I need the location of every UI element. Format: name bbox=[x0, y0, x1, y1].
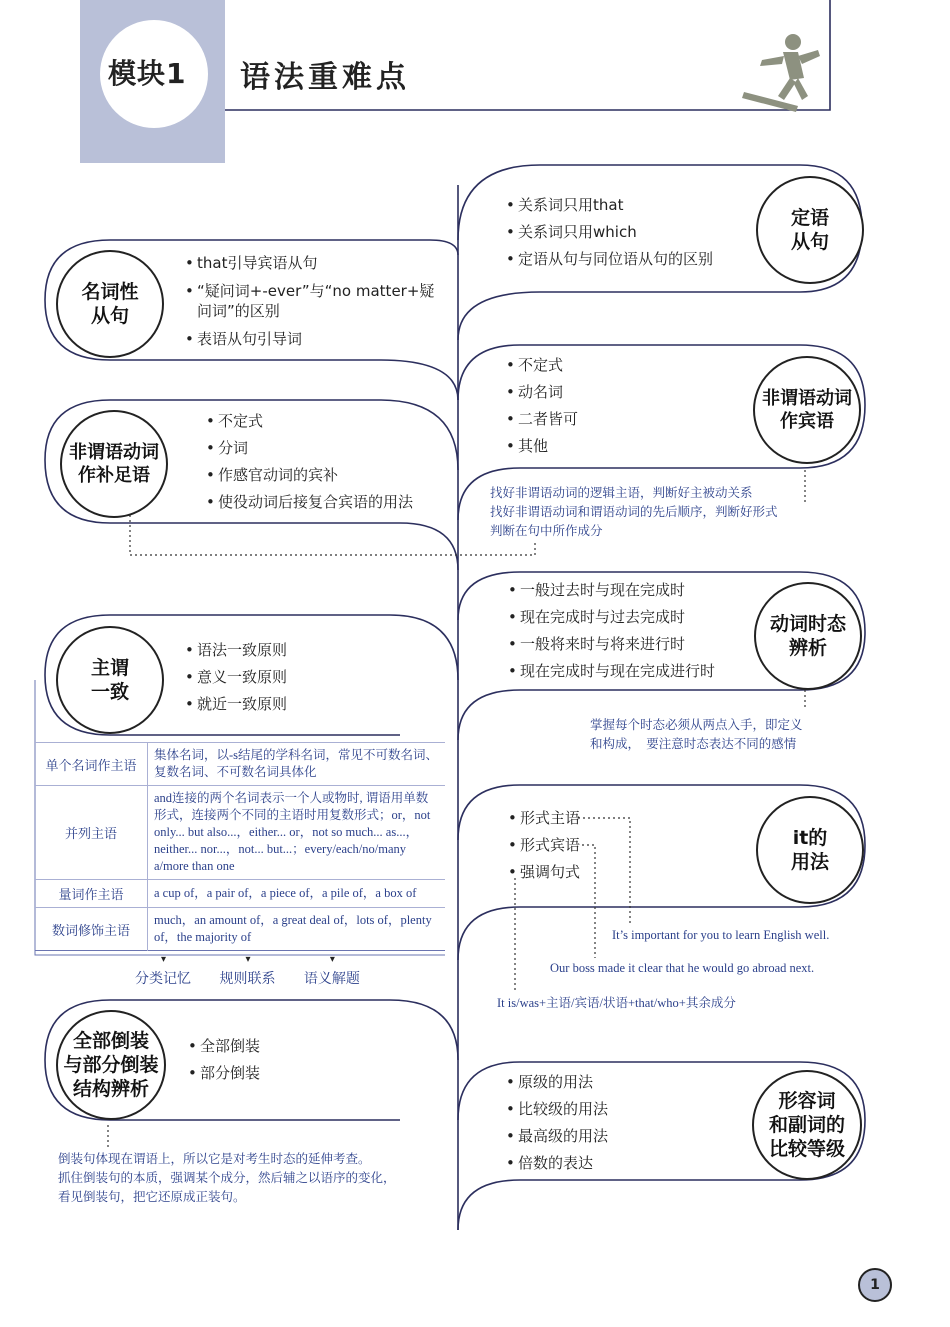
table-key: 并列主语 bbox=[35, 786, 148, 880]
topic-inversion bbox=[56, 1010, 166, 1120]
topic-name-line: 主谓 bbox=[90, 657, 129, 679]
comparison-list bbox=[506, 1069, 608, 1177]
table-value: and连接的两个名词表示一个人或物时, 谓语用单数形式，连接两个不同的主语时用复数形式；or，not only... but also...，either... or，not so much... as...，neither... nor...，not... but...；every/each/no/many a/more than one bbox=[148, 786, 446, 880]
agreement-table bbox=[35, 742, 445, 951]
list-item: • 形式宾语 bbox=[508, 832, 580, 859]
topic-name-line: 一致 bbox=[90, 681, 129, 703]
list-item: • 关系词只用which bbox=[506, 219, 713, 246]
topic-name-line: 作补足语 bbox=[78, 465, 150, 486]
page-title: 语法重难点 bbox=[240, 60, 410, 95]
nominal-list bbox=[185, 250, 445, 353]
topic-name-line: 比较等级 bbox=[768, 1138, 845, 1160]
topic-subject-verb-agreement bbox=[56, 626, 164, 734]
table-value: much，an amount of，a great deal of，lots of，plenty of，the majority of bbox=[148, 908, 446, 951]
note-line: 找好非谓语动词和谓语动词的先后顺序，判断好形式 bbox=[490, 505, 778, 519]
list-item: • 倍数的表达 bbox=[506, 1150, 608, 1177]
tense-list bbox=[508, 577, 715, 685]
note-line: 和构成， 要注意时态表达不同的感情 bbox=[590, 737, 797, 751]
list-item: • 形式主语 bbox=[508, 805, 580, 832]
list-item: • 强调句式 bbox=[508, 859, 580, 886]
table-row bbox=[35, 908, 445, 951]
topic-name-line: 非谓语动词 bbox=[762, 388, 852, 409]
topic-attributive-clause bbox=[756, 176, 864, 284]
list-item: • “疑问词+-ever”与“no matter+疑问词”的区别 bbox=[185, 281, 445, 321]
topic-name-line: it的 bbox=[792, 827, 828, 849]
memory-tag: ▾ 分类记忆 bbox=[135, 968, 191, 988]
list-item: • 最高级的用法 bbox=[506, 1123, 608, 1150]
topic-nonfinite-object bbox=[753, 356, 861, 464]
note-line: 掌握每个时态必须从两点入手，即定义 bbox=[590, 718, 803, 732]
list-item: • that引导宾语从句 bbox=[185, 250, 445, 277]
topic-name-line: 动词时态 bbox=[769, 613, 846, 635]
note-line: 判断在句中所作成分 bbox=[490, 524, 603, 538]
memory-tags bbox=[135, 968, 384, 988]
it-example: It’s important for you to learn English well. bbox=[612, 928, 830, 942]
memory-tag: ▾ 规则联系 bbox=[219, 968, 275, 988]
page-number: 1 bbox=[858, 1268, 892, 1302]
topic-name-line: 非谓语动词 bbox=[69, 442, 159, 463]
attributive-list bbox=[506, 192, 713, 273]
table-row bbox=[35, 880, 445, 908]
table-key: 量词作主语 bbox=[35, 880, 148, 908]
topic-tense bbox=[754, 582, 862, 690]
topic-name-line: 全部倒装 bbox=[72, 1030, 149, 1052]
table-row bbox=[35, 743, 445, 786]
list-item: • 语法一致原则 bbox=[185, 637, 287, 664]
list-item: • 使役动词后接复合宾语的用法 bbox=[206, 489, 413, 516]
it-usage-list bbox=[508, 805, 580, 886]
list-item: • 部分倒装 bbox=[188, 1060, 260, 1087]
list-item: • 一般将来时与将来进行时 bbox=[508, 631, 715, 658]
topic-name-line: 与部分倒装 bbox=[63, 1054, 159, 1076]
list-item: • 一般过去时与现在完成时 bbox=[508, 577, 715, 604]
topic-name-line: 辨析 bbox=[788, 637, 827, 659]
list-item: • 动名词 bbox=[506, 379, 578, 406]
topic-name-line: 形容词 bbox=[778, 1090, 836, 1112]
topic-name-line: 定语 bbox=[790, 207, 829, 229]
table-value: 集体名词，以-s结尾的学科名词，常见不可数名词、复数名词、不可数名词具体化 bbox=[148, 743, 446, 786]
topic-name-line: 从句 bbox=[790, 231, 829, 253]
list-item: • 表语从句引导词 bbox=[185, 326, 445, 353]
it-example: Our boss made it clear that he would go abroad next. bbox=[550, 961, 815, 975]
list-item: • 分词 bbox=[206, 435, 413, 462]
list-item: • 不定式 bbox=[206, 408, 413, 435]
table-value: a cup of，a pair of，a piece of，a pile of，a box of bbox=[148, 880, 446, 908]
topic-name-line: 结构辨析 bbox=[72, 1078, 149, 1100]
topic-nominal-clause bbox=[56, 250, 164, 358]
list-item: • 定语从句与同位语从句的区别 bbox=[506, 246, 713, 273]
skateboarder-icon bbox=[738, 30, 828, 120]
inversion-list bbox=[188, 1033, 260, 1087]
nonfinite-note bbox=[490, 484, 778, 541]
topic-name-line: 作宾语 bbox=[780, 411, 834, 432]
list-item: • 全部倒装 bbox=[188, 1033, 260, 1060]
list-item: • 原级的用法 bbox=[506, 1069, 608, 1096]
table-key: 数词修饰主语 bbox=[35, 908, 148, 951]
note-line: 找好非谓语动词的逻辑主语，判断好主被动关系 bbox=[490, 486, 753, 500]
topic-nonfinite-complement bbox=[60, 410, 168, 518]
note-line: 看见倒装句，把它还原成正装句。 bbox=[58, 1190, 246, 1204]
table-key: 单个名词作主语 bbox=[35, 743, 148, 786]
inversion-note bbox=[58, 1150, 396, 1207]
module-label: 模块1 bbox=[108, 57, 187, 90]
list-item: • 作感官动词的宾补 bbox=[206, 462, 413, 489]
nonfinite-object-list bbox=[506, 352, 578, 460]
list-item: • 比较级的用法 bbox=[506, 1096, 608, 1123]
note-line: 倒装句体现在谓语上，所以它是对考生时态的延伸考查。 bbox=[58, 1152, 371, 1166]
list-item: • 现在完成时与过去完成时 bbox=[508, 604, 715, 631]
topic-name-line: 名词性 bbox=[81, 281, 139, 303]
topic-name-line: 用法 bbox=[790, 851, 829, 873]
table-row bbox=[35, 786, 445, 880]
tense-note bbox=[590, 716, 803, 754]
topic-it-usage bbox=[756, 796, 864, 904]
list-item: • 二者皆可 bbox=[506, 406, 578, 433]
topic-comparison-degrees bbox=[752, 1070, 862, 1180]
list-item: • 意义一致原则 bbox=[185, 664, 287, 691]
memory-tag: ▾ 语义解题 bbox=[304, 968, 360, 988]
it-example: It is/was+主语/宾语/状语+that/who+其余成分 bbox=[497, 996, 736, 1010]
list-item: • 其他 bbox=[506, 433, 578, 460]
list-item: • 不定式 bbox=[506, 352, 578, 379]
note-line: 抓住倒装句的本质，强调某个成分，然后辅之以语序的变化， bbox=[58, 1171, 396, 1185]
list-item: • 现在完成时与现在完成进行时 bbox=[508, 658, 715, 685]
agreement-list bbox=[185, 637, 287, 718]
topic-name-line: 从句 bbox=[90, 305, 129, 327]
nonfinite-complement-list bbox=[206, 408, 413, 516]
topic-name-line: 和副词的 bbox=[768, 1114, 845, 1136]
list-item: • 就近一致原则 bbox=[185, 691, 287, 718]
list-item: • 关系词只用that bbox=[506, 192, 713, 219]
